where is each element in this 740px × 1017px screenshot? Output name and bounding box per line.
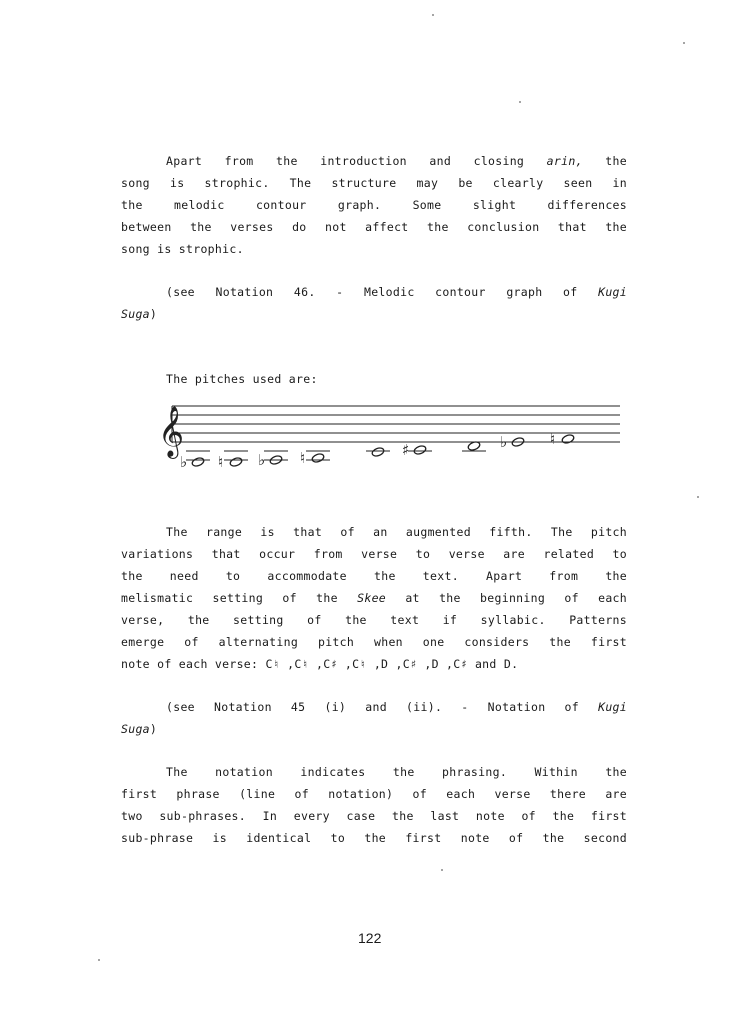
accidental-icon: ♮ [300, 449, 306, 467]
paragraph-2-line-6: emerge of alternating pitch when one considers the first [121, 635, 627, 649]
accidental-icon: ♭ [180, 453, 188, 471]
paragraph-2-line-1: The range is that of an augmented fifth. The pitch [166, 525, 627, 539]
page-number: 122 [358, 930, 382, 946]
note-head [413, 445, 427, 456]
reference-1-line-2: Suga) [121, 307, 158, 321]
treble-clef-icon: 𝄞 [158, 406, 185, 457]
scan-speck [519, 101, 521, 103]
paragraph-2-line-2: variations that occur from verse to verse are related to [121, 547, 627, 561]
paragraph-1-line-2: song is strophic. The structure may be clearly seen in [121, 176, 627, 190]
accidental-icon: ♮ [218, 453, 224, 471]
reference-2-line-2: Suga) [121, 722, 158, 736]
scan-speck [683, 42, 685, 44]
paragraph-3-line-3: two sub-phrases. In every case the last note of the first [121, 809, 627, 823]
accidental-icon: ♮ [550, 430, 556, 448]
paragraph-3-line-2: first phrase (line of notation) of each verse there are [121, 787, 627, 801]
paragraph-3-line-1: The notation indicates the phrasing. Within the [166, 765, 627, 779]
paragraph-3-line-4: sub-phrase is identical to the first note of the second [121, 831, 627, 845]
scan-speck [432, 14, 434, 16]
accidental-icon: ♯ [402, 441, 410, 459]
paragraph-1-line-3: the melodic contour graph. Some slight differences [121, 198, 627, 212]
note-head [561, 434, 575, 445]
reference-2-line-1: (see Notation 45 (i) and (ii). - Notation of Kugi [166, 700, 627, 714]
pitch-staff [152, 386, 622, 476]
reference-1-line-1: (see Notation 46. - Melodic contour graph of Kugi [166, 285, 627, 299]
paragraph-1-line-1: Apart from the introduction and closing arin, the [166, 154, 627, 168]
pitches-intro: The pitches used are: [166, 372, 318, 386]
paragraph-2-line-5: verse, the setting of the text if syllabic. Patterns [121, 613, 627, 627]
accidental-icon: ♭ [500, 433, 508, 451]
scan-speck [441, 869, 443, 871]
paragraph-2-line-7: note of each verse: C♮ ,C♮ ,C♯ ,C♮ ,D ,C♯ ,D ,C♯ and D. [121, 657, 519, 671]
paragraph-1-line-4: between the verses do not affect the conclusion that the [121, 220, 627, 234]
paragraph-1-line-5: song is strophic. [121, 242, 244, 256]
scan-speck [697, 496, 699, 498]
paragraph-2-line-3: the need to accommodate the text. Apart from the [121, 569, 627, 583]
note-head [311, 453, 325, 464]
note-head [371, 447, 385, 458]
note-head [229, 457, 243, 468]
note-head [191, 457, 205, 468]
scan-speck [98, 959, 100, 961]
paragraph-2-line-4: melismatic setting of the Skee at the beginning of each [121, 591, 627, 605]
accidental-icon: ♭ [258, 451, 266, 469]
